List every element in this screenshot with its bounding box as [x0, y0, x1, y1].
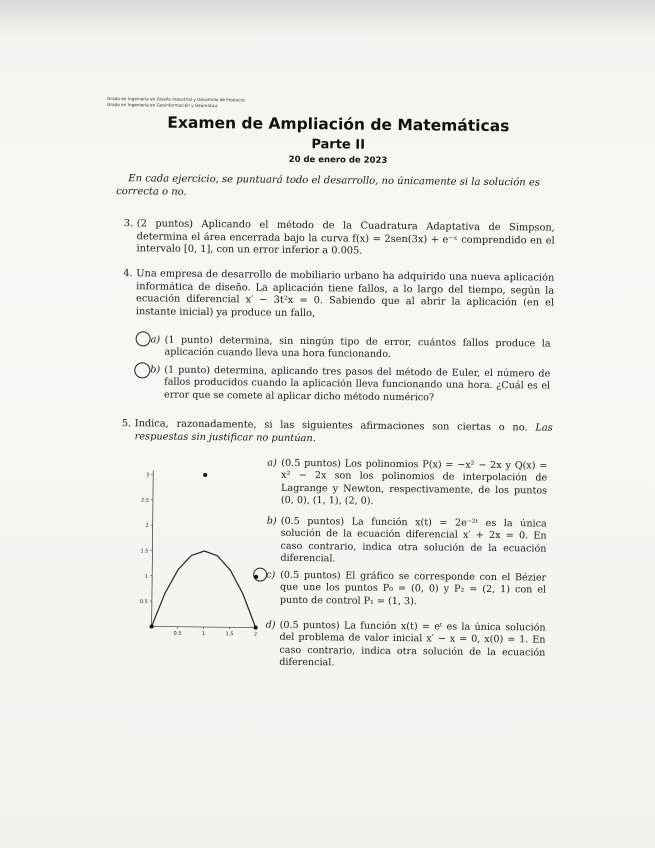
exercise-3: [123, 218, 555, 260]
y-tick-label: 2: [145, 523, 149, 530]
part-label: a): [150, 334, 161, 346]
exercise-5-part-c: [266, 569, 547, 610]
exercise-number: 3.: [123, 218, 134, 230]
y-tick-label: 0.5: [139, 599, 148, 606]
chart-point: [150, 624, 154, 628]
intro-text: En cada ejercicio, se puntuará todo el desarrollo, no únicamente si la solución es correcta o no.: [116, 173, 540, 198]
exam-subtitle: Parte II: [311, 137, 366, 153]
part-text: (0.5 puntos) Los polinomios P(x) = −x² − 2x y Q(x) = x² − 2x son los polinomios de interpolación de Lagrange y Newton, respectivamente, de los puntos (0, 0), (1, 1), (2, 0).: [280, 457, 548, 507]
y-tick-label: 1: [144, 573, 149, 580]
x-tick-label: 1: [201, 630, 206, 638]
part-label: b): [150, 364, 161, 376]
part-text: (1 punto) determina, aplicando tres pasos del método de Euler, el número de fallos producidos cuando la aplicación lleva funcionando una hora. ¿Cuál es el error que se comete al aplicar dicho método numérico?: [163, 364, 551, 404]
bezier-chart: [136, 466, 268, 637]
part-label: b): [266, 515, 277, 527]
exercise-emphasis: Las respuestas sin justificar no puntúan.: [134, 422, 553, 444]
part-text: (0.5 puntos) La función x(t) = eᵗ es la única solución del problema de valor inicial x′ − x = 0, x(0) = 1. En caso contrario, indica otra solución de la ecuación diferencial.: [279, 619, 546, 669]
handwritten-circle: [134, 362, 150, 378]
y-tick-label: 2.5: [140, 497, 149, 504]
part-text: (0.5 puntos) La función x(t) = 2e⁻²ᵗ es la única solución de la ecuación diferencial x′ + 2x = 0. En caso contrario, indica otra solución de la ecuación diferencial.: [280, 515, 547, 565]
exercise-text: Una empresa de desarrollo de mobiliario urbano ha adquirido una nueva aplicación informática de diseño. La aplicación tiene fallos, a lo largo del tiempo, según la ecuación diferencial x′ − 3t²x = 0. Sabiendo que al abrir la aplicación (en el instante inicial) ya produce un fallo,: [135, 268, 555, 319]
part-label: d): [265, 619, 276, 631]
exercise-4-part-b: [150, 364, 551, 406]
x-tick-label: 2: [253, 631, 258, 638]
part-text: (1 punto) determina, sin ningún tipo de error, cuántos fallos produce la aplicación cuando lleva una hora funcionando.: [164, 334, 551, 361]
part-label: a): [267, 457, 277, 469]
chart-point: [254, 575, 258, 579]
part-label: c): [266, 569, 276, 581]
x-tick-label: 1.5: [225, 631, 234, 638]
exercise-text: (2 puntos) Aplicando el método de la Cuadratura Adaptativa de Simpson, determina el área encerrada bajo la curva f(x) = 2sen(3x) + e⁻ˣ comprendido en el intervalo [0, 1], con un error inferior a 0.005.: [136, 218, 555, 257]
institution-line-1: Grado en Ingeniería en Diseño Industrial y Desarrollo de Producto: [107, 95, 245, 103]
handwritten-circle: [136, 331, 151, 346]
x-tick-label: 0.5: [173, 630, 182, 637]
exercise-number: 5.: [121, 418, 132, 430]
exercise-number: 4.: [123, 268, 133, 280]
exercise-5-part-d: [265, 619, 546, 672]
exam-date: 20 de enero de 2023: [288, 154, 388, 166]
exercise-text: Indica, razonadamente, si las siguientes afirmaciones son ciertas o no.: [134, 418, 528, 434]
exercise-5-part-b: [266, 515, 547, 568]
y-axis: [152, 470, 154, 626]
bezier-chart-svg: [136, 466, 268, 637]
exercise-5: [121, 418, 553, 448]
institution-line-2: Grado en Ingeniería en Geoinformación y Geomática: [107, 101, 218, 109]
chart-point: [254, 626, 258, 630]
y-tick-label: 1.5: [140, 548, 149, 555]
chart-point: [203, 473, 207, 477]
bezier-curve: [152, 550, 257, 627]
y-tick-label: 3: [145, 472, 150, 479]
exercise-5-part-a: [267, 457, 548, 510]
exercise-4-part-a: [150, 334, 551, 364]
exercise-4: [123, 268, 555, 323]
part-text: (0.5 puntos) El gráfico se corresponde con el Bézier que une los puntos P₀ = (0, 0) y P₂ = (2, 1) con el punto de control P₁ = (1, 3).: [279, 569, 547, 608]
exam-title: Examen de Ampliación de Matemáticas: [167, 113, 510, 136]
